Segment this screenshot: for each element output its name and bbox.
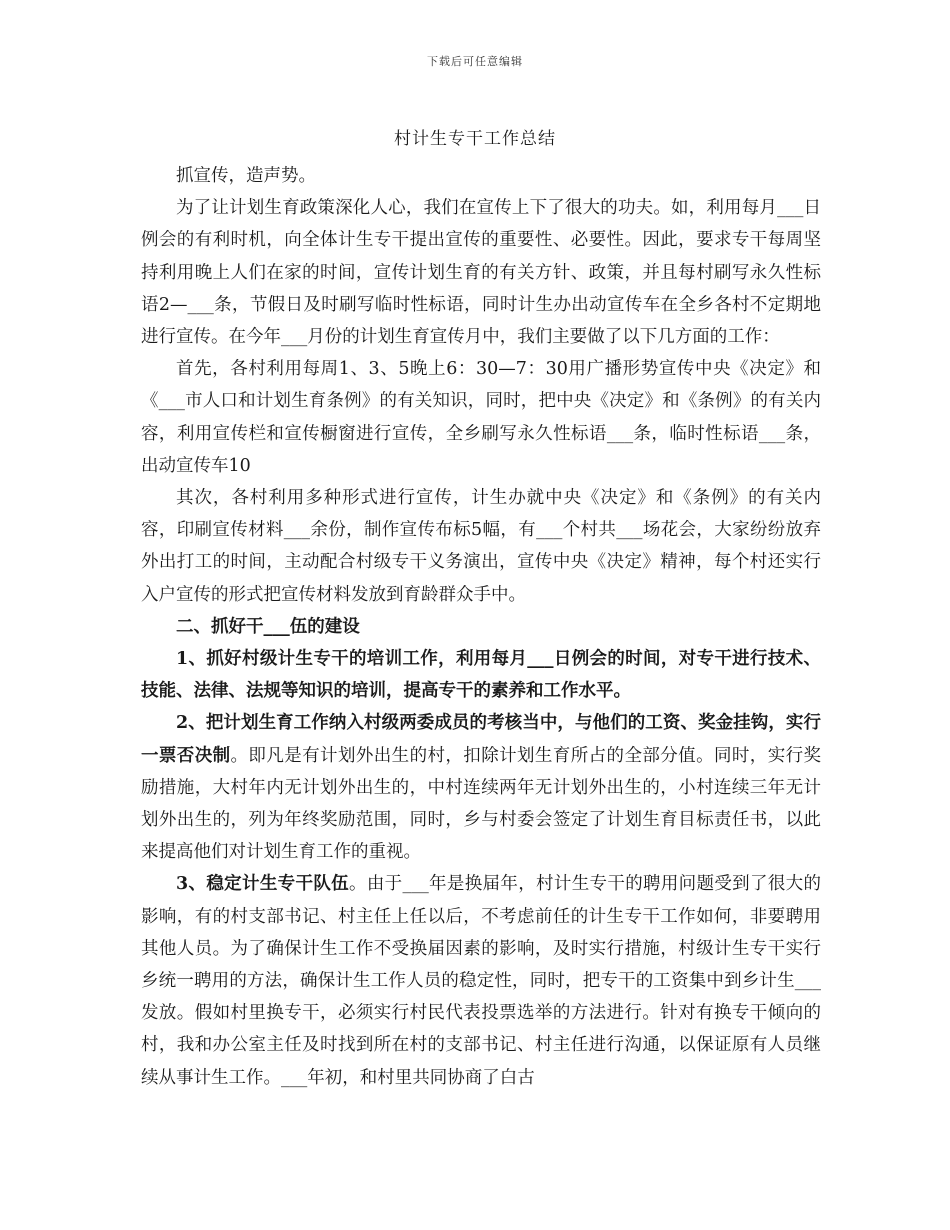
paragraph: 其次，各村利用多种形式进行宣传，计生办就中央《决定》和《条例》的有关内容，印刷宣传材料___余份，制作宣传布标5幅，有___个村共___场花会，大家纷纷放弃外出打工的时间，主动配合村级专干义务演出，宣传中央《决定》精神，每个村还实行入户宣传的形式把宣传材料发放到育龄群众手中。 xyxy=(141,488,821,605)
paragraph: 3、稳定计生专干队伍。由于___年是换届年，村计生专干的聘用问题受到了很大的影响，有的村支部书记、村主任上任以后，不考虑前任的计生专干工作如何，非要聘用其他人员。为了确保计生工作不受换届因素的影响，及时实行措施，村级计生专干实行乡统一聘用的方法，确保计生工作人员的稳定性，同时，把专干的工资集中到乡计生___发放。假如村里换专干，必须实行村民代表投票选举的方法进行。针对有换专干倾向的村，我和办公室主任及时找到所在村的支部书记、村主任进行沟通，以保证原有人员继续从事计生工作。___年初，和村里共同协商了白古 xyxy=(141,874,821,1088)
section-heading: 二、抓好干___伍的建设 xyxy=(176,616,360,637)
header-note: 下载后可任意编辑 xyxy=(427,55,523,68)
document-body xyxy=(141,160,821,1094)
bold-paragraph: 1、抓好村级计生专干的培训工作，利用每月___日例会的时间，对专干进行技术、技能、法律、法规等知识的培训，提高专干的素养和工作水平。 xyxy=(141,649,821,702)
paragraph: 为了让计划生育政策深化人心，我们在宣传上下了很大的功夫。如，利用每月___日例会的有利时机，向全体计生专干提出宣传的重要性、必要性。因此，要求专干每周坚持利用晚上人们在家的时间，宣传计划生育的有关方针、政策，并且每村刷写永久性标语2—___条，节假日及时刷写临时性标语，同时计生办出动宣传车在全乡各村不定期地进行宣传。在今年___月份的计划生育宣传月中，我们主要做了以下几方面的工作： xyxy=(141,198,821,348)
document-title: 村计生专干工作总结 xyxy=(394,129,556,149)
paragraph: 首先，各村利用每周1、3、5晚上6：30—7：30用广播形势宣传中央《决定》和《___市人口和计划生育条例》的有关知识，同时，把中央《决定》和《条例》的有关内容，利用宣传栏和宣传橱窗进行宣传，全乡刷写永久性标语___条，临时性标语___条，出动宣传车10 xyxy=(141,359,821,476)
paragraph: 抓宣传，造声势。 xyxy=(176,166,316,186)
paragraph: 2、把计划生育工作纳入村级两委成员的考核当中，与他们的工资、奖金挂钩，实行一票否决制。即凡是有计划外出生的村，扣除计划生育所占的全部分值。同时，实行奖励措施，大村年内无计划外出生的，中村连续两年无计划外出生的，小村连续三年无计划外出生的，列为年终奖励范围，同时，乡与村委会签定了计划生育目标责任书，以此来提高他们对计划生育工作的重视。 xyxy=(141,713,822,863)
